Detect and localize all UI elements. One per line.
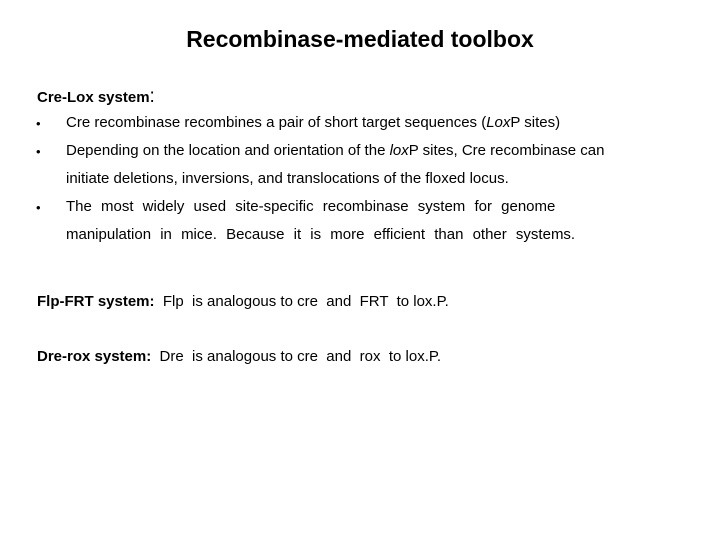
slide-title: Recombinase-mediated toolbox [186, 26, 534, 52]
bullet-2-text-italic: lox [389, 142, 409, 159]
dre-rox-text: Dre is analogous to cre and rox to lox.P. [151, 348, 442, 365]
cre-lox-heading-colon: : [149, 86, 155, 107]
flp-frt-text: Flp is analogous to cre and FRT to lox.P. [154, 293, 449, 310]
cre-lox-heading [37, 86, 155, 108]
bullet-3-line-2: manipulation in mice. Because it is more efficient than other systems. [66, 226, 576, 243]
dre-rox-paragraph [37, 348, 441, 365]
bullet-icon: • [36, 144, 41, 159]
bullet-1-line-1 [66, 114, 560, 131]
bullet-1-text-italic: Lox [486, 114, 511, 131]
bullet-1-text-a: Cre recombinase recombines a pair of short target sequences ( [66, 114, 487, 131]
flp-frt-label: Flp-FRT system: [37, 293, 155, 310]
bullet-icon: • [36, 116, 41, 131]
bullet-2-line-1 [66, 142, 604, 159]
dre-rox-label: Dre-rox system: [37, 348, 152, 365]
flp-frt-paragraph [37, 293, 449, 310]
bullet-1-text-b: P sites) [510, 114, 561, 131]
bullet-2-text-a: Depending on the location and orientation of the [66, 142, 390, 159]
bullet-2-text-b: P sites, Cre recombinase can [408, 142, 605, 159]
bullet-2-line-2: initiate deletions, inversions, and translocations of the floxed locus. [66, 170, 509, 187]
bullet-icon: • [36, 200, 41, 215]
bullet-3-line-1: The most widely used site-specific recombinase system for genome [66, 198, 556, 215]
cre-lox-heading-text: Cre-Lox system [37, 89, 150, 106]
